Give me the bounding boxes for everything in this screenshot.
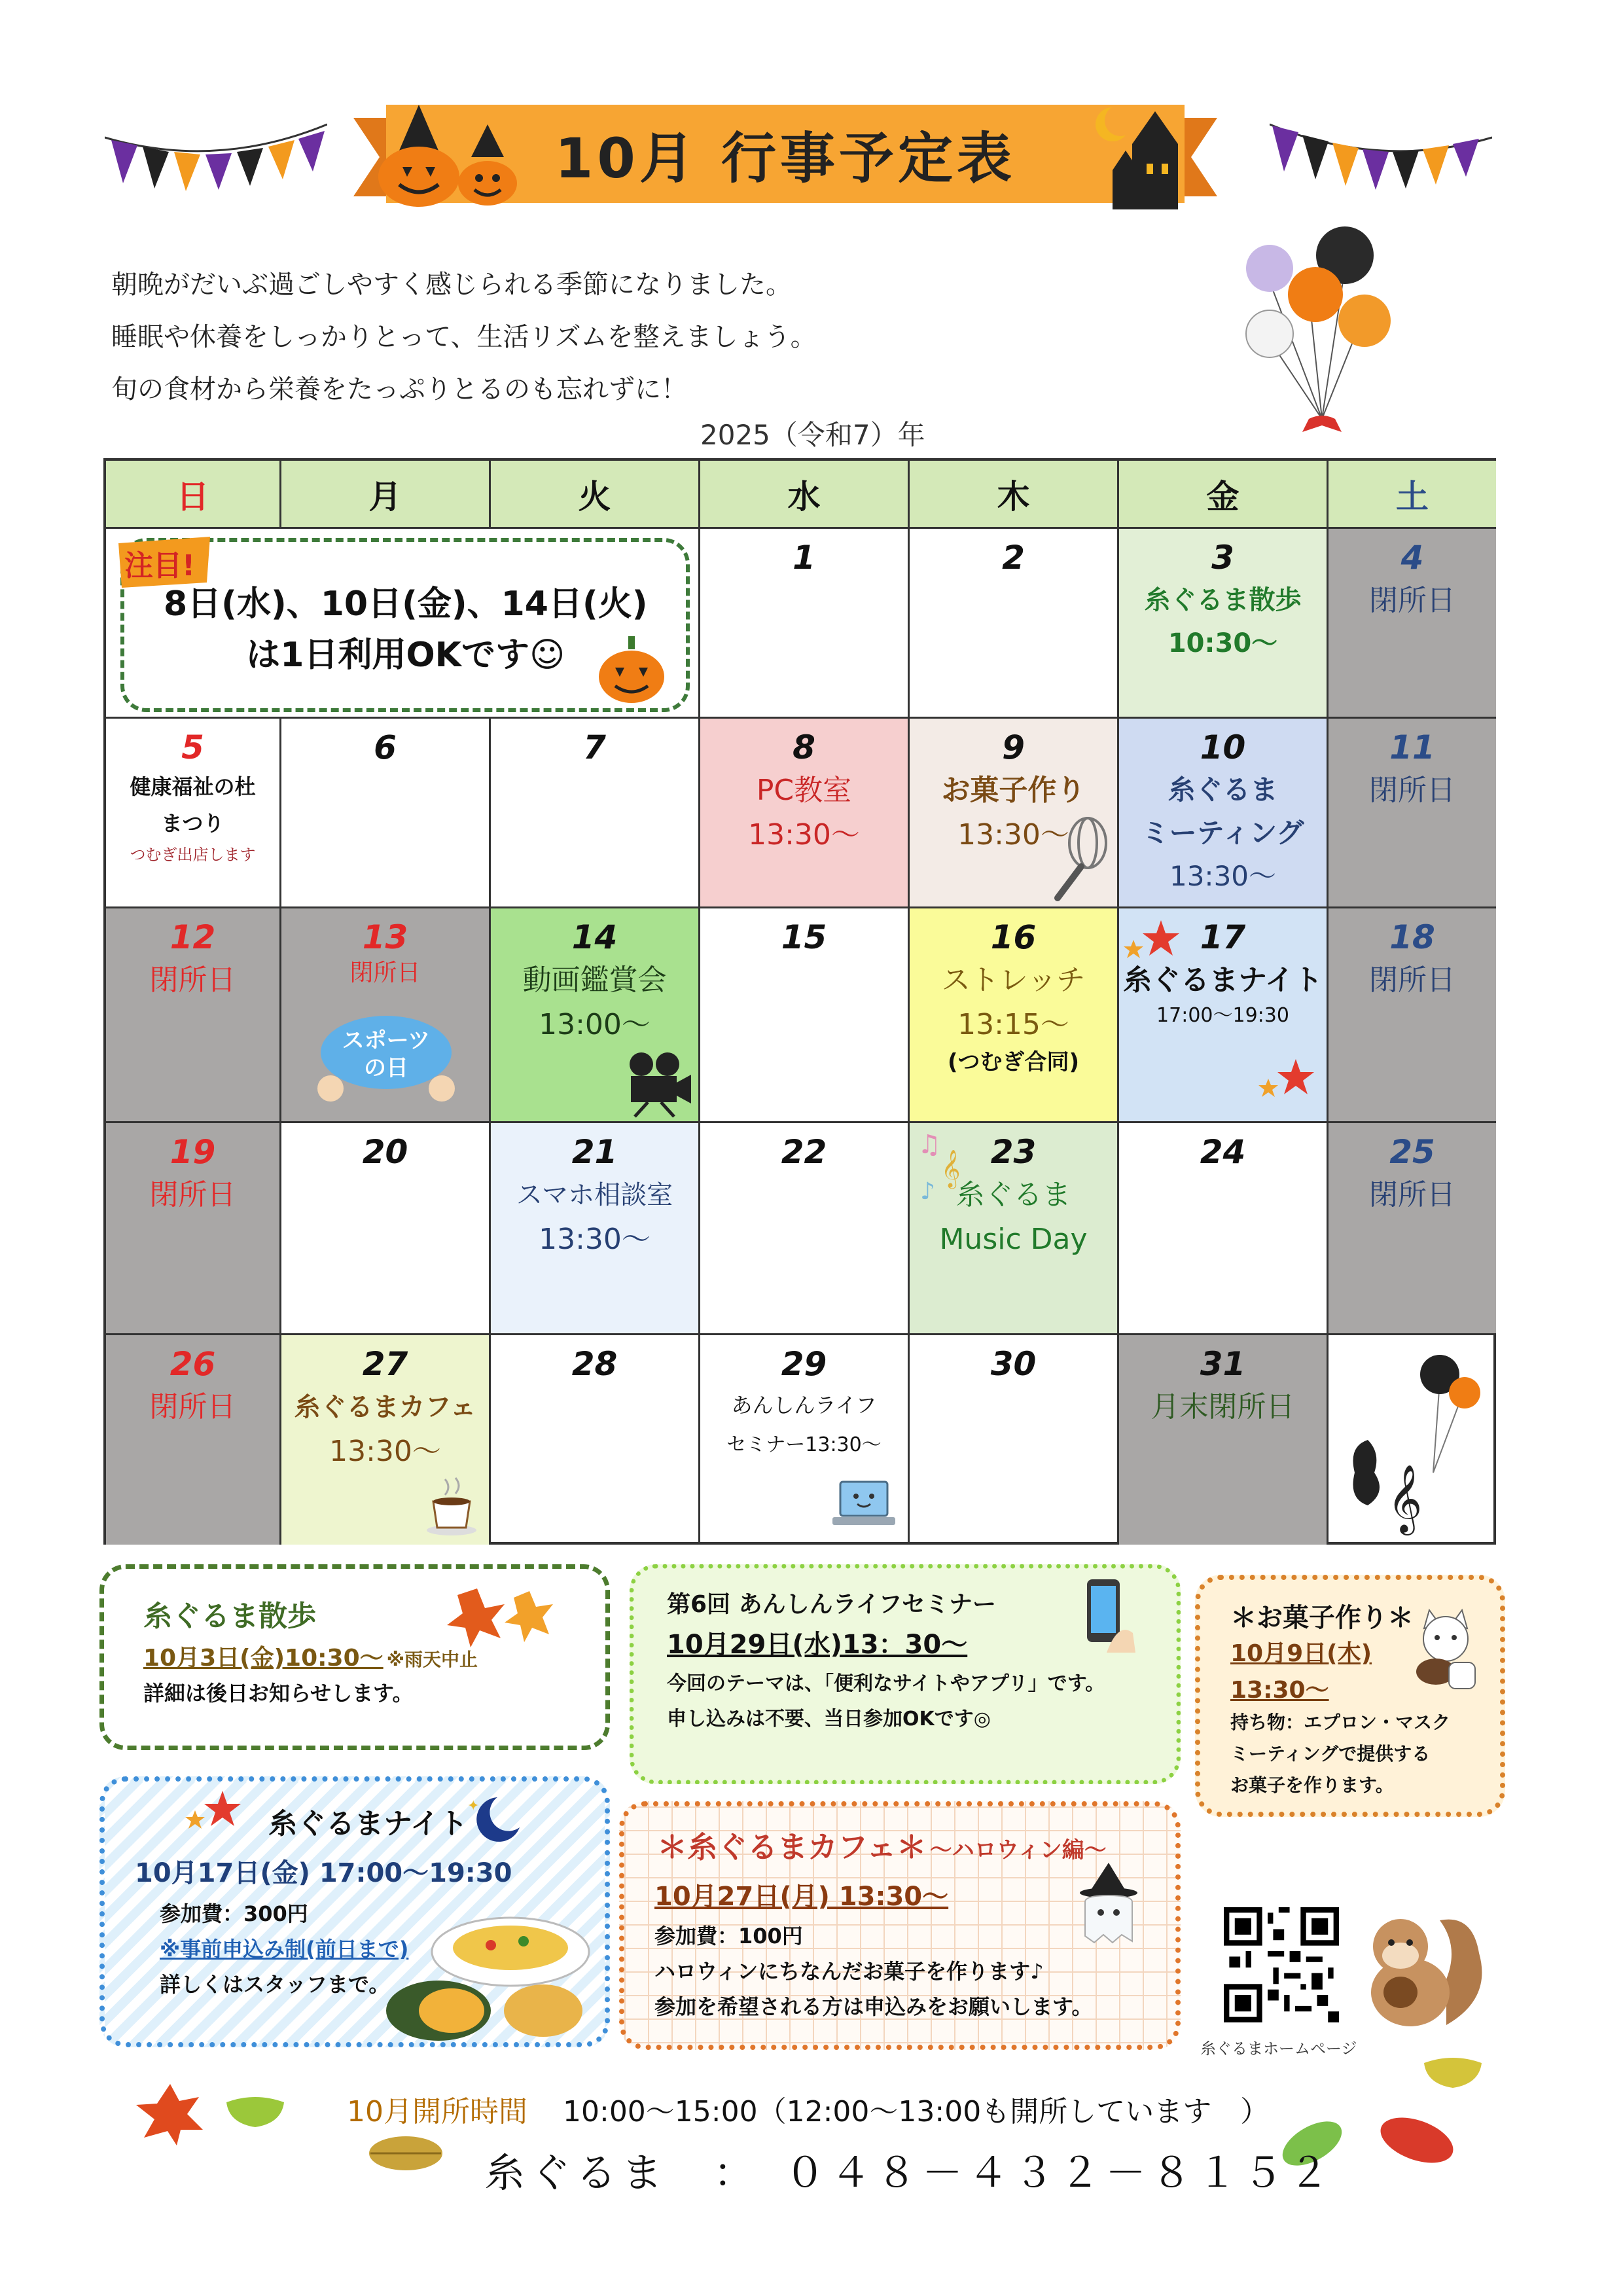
calendar-day-22: [700, 1123, 910, 1335]
day-number: 20: [362, 1133, 408, 1171]
cat-baker-icon: [1410, 1606, 1482, 1691]
calendar-day-16: [910, 908, 1119, 1123]
ghost-witch-icon: [1069, 1863, 1148, 1948]
stars-icon: [1257, 1059, 1322, 1105]
opening-hours-value: 10:00～15:00（12:00～13:00も開所しています ）: [563, 2095, 1270, 2128]
sports-day-sticker-text: スポーツ: [342, 1028, 431, 1054]
event-label: ストレッチ: [941, 963, 1086, 997]
cafe-title-line: [657, 1823, 1107, 1867]
cafe-line: ハロウィンにちなんだお菓子を作ります♪: [654, 1959, 1044, 1984]
calendar-day-7: [491, 719, 700, 908]
notice-line: は1日利用OKです☺: [246, 636, 565, 675]
intro-line: 睡眠や休養をしっかりとって、生活リズムを整えましょう。: [111, 322, 817, 352]
walk-note: ※雨天中止: [386, 1649, 478, 1670]
seminar-line: 今回のテーマは、「便利なサイトやアプリ」です。: [667, 1672, 1105, 1695]
calendar-day-31: [1119, 1335, 1329, 1545]
svg-text:𝄞: 𝄞: [941, 1149, 961, 1187]
autumn-leaves-icon: [444, 1582, 562, 1654]
event-label: 動画鑑賞会: [522, 963, 667, 997]
closed-label: 閉所日: [149, 1390, 236, 1424]
closed-label: 月末閉所日: [1150, 1390, 1295, 1424]
calendar-day-4: [1329, 529, 1496, 719]
calendar-day-12: [106, 908, 281, 1123]
day-number: 3: [1211, 539, 1234, 577]
day-number: 8: [793, 728, 815, 766]
squirrel-icon: [1348, 1901, 1492, 2032]
year-label: 2025（令和7）年: [700, 419, 925, 451]
day-number: 17: [1200, 918, 1246, 956]
calendar-day-1: [700, 529, 910, 719]
music-notes-icon: [915, 1127, 974, 1206]
closed-label: 閉所日: [349, 960, 421, 986]
seminar-date: 10月29日(水)13：30～: [667, 1630, 968, 1660]
event-label: 糸ぐるまナイト: [1123, 963, 1323, 997]
leaf-icon: [1374, 2108, 1459, 2173]
day-number: 1: [793, 539, 815, 577]
closed-label: 閉所日: [149, 963, 236, 997]
weekday-monday: 月: [281, 461, 491, 529]
cafe-fee: 参加費：100円: [654, 1924, 803, 1948]
day-number: 12: [169, 918, 216, 956]
event-label: まつり: [161, 811, 224, 836]
day-number: 30: [990, 1345, 1037, 1383]
sweets-date: 10月9日(木): [1230, 1640, 1372, 1667]
smartphone-icon: [1073, 1575, 1138, 1654]
calendar-empty-cell: [1329, 1335, 1496, 1545]
calendar-day-8: [700, 719, 910, 908]
intro-line: 旬の食材から栄養をたっぷりとるのも忘れずに！: [111, 374, 687, 404]
contact-phone: 糸ぐるま ： ０４８－４３２－８１５２: [484, 2149, 1335, 2197]
closed-label: 閉所日: [1369, 1178, 1455, 1211]
page-title: 10月 行事予定表: [554, 126, 1016, 190]
day-number: 28: [571, 1345, 618, 1383]
day-number: 27: [362, 1345, 408, 1383]
night-fee: 参加費：300円: [160, 1901, 308, 1926]
day-number: 6: [374, 728, 397, 766]
sweets-line: ミーティングで提供する: [1230, 1743, 1431, 1765]
calendar-day-5: [106, 719, 281, 908]
day-number: 25: [1389, 1133, 1435, 1171]
walk-title: 糸ぐるま散歩: [143, 1600, 316, 1633]
day-number: 26: [169, 1345, 216, 1383]
calendar-day-11: [1329, 719, 1496, 908]
night-detail: 詳しくはスタッフまで。: [160, 1972, 390, 1997]
night-title: 糸ぐるまナイト: [268, 1807, 468, 1840]
calendar-day-9: [910, 719, 1119, 908]
jack-o-lantern-icon: [373, 105, 530, 209]
pumpkin-icon: [596, 634, 668, 706]
opening-hours-label: 10月開所時間: [347, 2095, 527, 2128]
calendar-notice-cell: [106, 529, 700, 719]
day-number: 5: [181, 728, 204, 766]
calendar-day-6: [281, 719, 491, 908]
event-label: セミナー13:30～: [726, 1433, 882, 1456]
cafe-date: 10月27日(月) 13:30～: [654, 1882, 949, 1912]
weekday-tuesday: 火: [491, 461, 700, 529]
haunted-castle-icon: [1073, 98, 1204, 209]
cafe-info-box: [619, 1801, 1181, 2050]
sports-day-sticker-text: の日: [364, 1055, 408, 1081]
night-info-box: [99, 1776, 610, 2047]
day-number: 31: [1200, 1345, 1246, 1383]
event-time: 13:30～: [1169, 860, 1277, 892]
event-label: 健康福祉の杜: [130, 774, 256, 799]
intro-line: 朝晩がだいぶ過ごしやすく感じられる季節になりました。: [111, 270, 792, 300]
event-label: 糸ぐるま: [955, 1178, 1071, 1211]
day-number: 11: [1389, 728, 1435, 766]
day-number: 10: [1200, 728, 1246, 766]
cafe-title: ＊糸ぐるまカフェ＊: [657, 1829, 927, 1865]
calendar-day-20: [281, 1123, 491, 1335]
day-number: 14: [571, 918, 618, 956]
day-number: 13: [362, 918, 408, 956]
calendar-day-24: [1119, 1123, 1329, 1335]
closed-label: 閉所日: [149, 1178, 236, 1211]
bunting-left-decoration: [105, 111, 327, 209]
night-reserve: ※事前申込み制(前日まで): [160, 1937, 409, 1962]
event-time: 13:30～: [748, 818, 860, 852]
weekday-friday: 金: [1119, 461, 1329, 529]
day-number: 19: [169, 1133, 216, 1171]
weekday-sunday: 日: [106, 461, 281, 529]
intro-message: [111, 259, 1158, 416]
calendar-day-3: [1119, 529, 1329, 719]
closed-label: 閉所日: [1369, 774, 1455, 807]
day-number: 4: [1400, 539, 1424, 577]
event-note: (つむぎ合同): [947, 1049, 1080, 1075]
event-label: PC教室: [756, 774, 852, 807]
event-label: お菓子作り: [941, 774, 1086, 807]
event-time: 10:30～: [1168, 628, 1278, 658]
weekday-thursday: 木: [910, 461, 1119, 529]
walk-info-box: [99, 1564, 610, 1750]
event-time: 13:15～: [957, 1008, 1069, 1041]
sweets-title: ＊お菓子作り＊: [1230, 1603, 1414, 1633]
calendar-day-26: [106, 1335, 281, 1545]
event-label: あんしんライフ: [731, 1393, 877, 1418]
event-time: 13:00～: [539, 1008, 651, 1041]
movie-camera-icon: [622, 1046, 694, 1118]
bunting-right-decoration: [1270, 111, 1492, 209]
day-number: 24: [1200, 1133, 1246, 1171]
night-date: 10月17日(金) 17:00～19:30: [135, 1858, 512, 1888]
leaf-icon: [366, 2127, 445, 2179]
walk-date: 10月3日(金)10:30～: [143, 1645, 383, 1672]
calendar-day-28: [491, 1335, 700, 1545]
sweets-info-box: [1195, 1575, 1505, 1817]
calendar-day-21: [491, 1123, 700, 1335]
sweets-time: 13:30～: [1230, 1677, 1329, 1704]
event-label: 糸ぐるま散歩: [1144, 585, 1302, 615]
calendar-day-14: [491, 908, 700, 1123]
leaf-icon: [131, 2081, 209, 2147]
day-number: 21: [571, 1133, 618, 1171]
calendar-day-13: [281, 908, 491, 1123]
coffee-cup-icon: [425, 1473, 484, 1538]
stars-icon: [1122, 920, 1187, 966]
event-time: 13:30～: [539, 1223, 651, 1256]
calendar-day-2: [910, 529, 1119, 719]
calendar-day-30: [910, 1335, 1119, 1545]
sweets-line: お菓子を作ります。: [1230, 1774, 1394, 1796]
day-number: 22: [781, 1133, 827, 1171]
sports-day-icon: [317, 1013, 455, 1105]
day-number: 9: [1002, 728, 1025, 766]
calendar-day-18: [1329, 908, 1496, 1123]
calendar-day-15: [700, 908, 910, 1123]
seminar-title: 第6回 あんしんライフセミナー: [667, 1591, 997, 1618]
event-note: つむぎ出店します: [130, 846, 256, 864]
notice-box: [120, 538, 690, 712]
event-label: スマホ相談室: [516, 1180, 673, 1210]
cat-and-balloons-icon: [1342, 1342, 1486, 1538]
cafe-subtitle: ～ハロウィン編～: [929, 1837, 1107, 1863]
calendar-grid: [103, 458, 1496, 1545]
moon-icon: [465, 1793, 524, 1846]
calendar-day-25: [1329, 1123, 1496, 1335]
notice-text: [164, 579, 648, 681]
day-number: 2: [1002, 539, 1025, 577]
event-label: 糸ぐるま: [1168, 774, 1278, 806]
day-number: 29: [781, 1345, 827, 1383]
event-label: ミーティング: [1141, 817, 1304, 849]
whisk-icon: [1048, 817, 1114, 902]
seminar-info-box: [630, 1564, 1181, 1784]
stars-icon: [183, 1791, 249, 1837]
day-number: 15: [781, 918, 827, 956]
calendar-day-23: [910, 1123, 1119, 1335]
laptop-icon: [831, 1478, 897, 1537]
walk-date-line: [143, 1640, 478, 1673]
svg-text:✦: ✦: [467, 1798, 480, 1814]
cafe-line: 参加を希望される方は申込みをお願いします。: [654, 1994, 1093, 2019]
seminar-line: 申し込みは不要、当日参加OKです◎: [667, 1708, 991, 1731]
svg-text:𝄞: 𝄞: [1387, 1464, 1423, 1533]
calendar-day-29: [700, 1335, 910, 1545]
sweets-line: 持ち物：エプロン・マスク: [1230, 1712, 1451, 1733]
calendar-day-10: [1119, 719, 1329, 908]
event-time: 13:30～: [329, 1435, 441, 1468]
ginkgo-leaf-icon: [1420, 2055, 1486, 2114]
event-time: 13:30～: [957, 818, 1069, 852]
weekday-saturday: 土: [1329, 461, 1496, 529]
calendar-day-17: [1119, 908, 1329, 1123]
ginkgo-leaf-icon: [223, 2094, 288, 2153]
event-label: 糸ぐるまカフェ: [294, 1392, 476, 1422]
pasta-and-pumpkin-icon: [380, 1906, 596, 2043]
qr-code-icon: [1224, 1907, 1339, 2022]
homepage-caption: 糸ぐるまホームページ: [1200, 2039, 1357, 2058]
closed-label: 閉所日: [1369, 963, 1455, 997]
svg-text:♫: ♫: [918, 1130, 941, 1160]
event-label: Music Day: [939, 1223, 1088, 1256]
closed-label: 閉所日: [1369, 584, 1455, 617]
day-number: 18: [1389, 918, 1435, 956]
day-number: 16: [990, 918, 1037, 956]
opening-hours: [347, 2088, 1269, 2130]
walk-detail: 詳細は後日お知らせします。: [143, 1681, 414, 1706]
day-number: 23: [990, 1133, 1037, 1171]
notice-tag-label: 注目!: [124, 549, 196, 583]
weekday-wednesday: 水: [700, 461, 910, 529]
calendar-day-27: [281, 1335, 491, 1545]
day-number: 7: [583, 728, 606, 766]
halloween-balloons-icon: [1230, 223, 1400, 445]
calendar-day-19: [106, 1123, 281, 1335]
svg-text:♪: ♪: [920, 1178, 935, 1205]
notice-line: 8日(水)、10日(金)、14日(火): [164, 584, 648, 624]
event-time: 17:00～19:30: [1156, 1004, 1289, 1027]
